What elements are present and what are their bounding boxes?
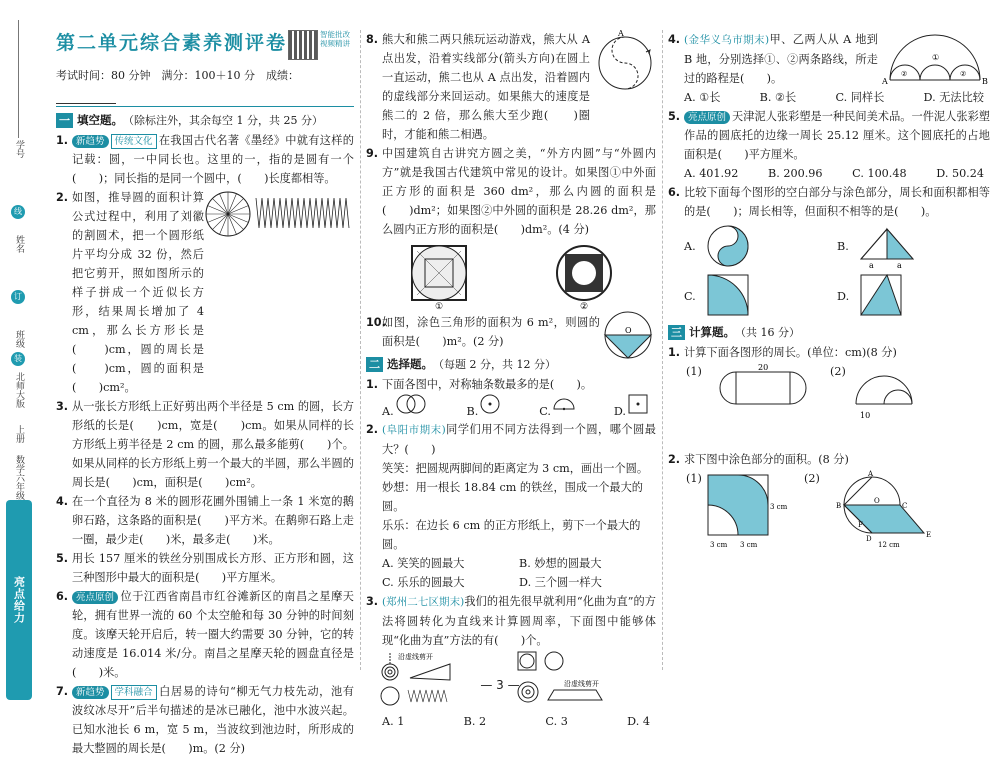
question-4: 4. 在一个直径为 8 米的圆形花圃外围铺上一条 1 米宽的鹅卵石路，这条路的面积是( )平方米。在鹅卵石路上走一圈，最少走( )米，最多走( )米。	[56, 495, 354, 546]
svg-text:a: a	[868, 261, 874, 270]
option-d[interactable]: D. 4	[627, 715, 650, 728]
section-choice: 二 选择题。 （每题 2 分，共 12 分）	[366, 355, 656, 374]
option-d[interactable]: D. 三个圆一样大	[519, 576, 602, 589]
cut-figure-2	[516, 650, 646, 710]
option-b[interactable]: B. a a	[837, 223, 990, 269]
choice-4: 4. (金华义乌市期末)甲、乙两人从 A 地到 B 地，分别选择①、②两条路线，所走过的路程是( )。 A B ① ② ②	[668, 30, 990, 88]
choice-3: 3. (郑州二七区期末)我们的祖先很早就利用“化曲为直”的方法将圆转化为直线来计算圆周率，下面图中能够体现“化曲为直”方法的有( )个。	[366, 595, 656, 647]
binding-line	[18, 20, 19, 138]
option-d[interactable]: D.	[837, 273, 990, 319]
side-dot: 线	[11, 205, 25, 219]
svg-text:20: 20	[758, 363, 769, 372]
qr-code-icon[interactable]	[288, 30, 318, 60]
page-number: — 3 —	[480, 678, 520, 692]
question-6: 6. 亮点原创 位于江西省南昌市红谷滩新区的南昌之星摩天轮，拥有世界一流的 60 个太空舱和每 30 分钟的时间刻度。该摩天轮开启后，转一圈大约需要 30 分钟，它的转动速度是 16.014 米/分。南昌之星摩天轮的圆盘直径是( )米。	[56, 590, 354, 679]
question-5: 5. 用长 157 厘米的铁丝分别围成长方形、正方形和圆，这三种图形中最大的面积是( )平方厘米。	[56, 552, 354, 584]
calc-2: 2. 求下图中涂色部分的面积。(8 分)	[668, 453, 849, 466]
side-label-id: 学号	[14, 140, 24, 158]
figure-9	[366, 241, 656, 311]
exam-meta: 考试时间：80 分钟 满分：100＋10 分 成绩：	[56, 66, 354, 107]
question-10: 10. 如图，涂色三角形的面积为 6 m²，则圆的面积是( )m²。(2 分) O	[366, 313, 656, 351]
route-figure	[880, 48, 990, 86]
question-1: 1. 新趋势 传统文化 在我国古代名著《墨经》中就有这样的记载：圆，一中同长也。这里的一，指的是圆有一个( )；同长指的是同一个圆中，( )长度都相等。	[56, 134, 354, 185]
svg-text:C: C	[902, 502, 908, 510]
binding-strip	[0, 0, 38, 718]
option-a[interactable]: A. 笑笑的圆最大	[382, 557, 465, 570]
svg-text:F: F	[858, 521, 863, 529]
option-c[interactable]: C.	[539, 393, 577, 421]
svg-text:A: A	[868, 470, 874, 478]
section-calculation: 三 计算题。 （共 16 分）	[668, 323, 990, 342]
svg-text:O: O	[874, 497, 880, 505]
option-a[interactable]: A. 401.92	[684, 167, 739, 180]
choice-3-options	[366, 712, 656, 731]
svg-text:②: ②	[579, 302, 588, 312]
option-b[interactable]: B.	[467, 393, 503, 421]
option-d[interactable]: D. 50.24	[936, 167, 984, 180]
svg-text:A: A	[882, 77, 888, 86]
square-arcs-figure	[704, 471, 794, 551]
svg-text:沿虚线剪开: 沿虚线剪开	[564, 680, 599, 688]
svg-text:沿虚线剪开: 沿虚线剪开	[398, 653, 433, 661]
question-9: 9. 中国建筑自古讲究方圆之美，“外方内圆”与“外圆内方”就是我国古代建筑中常见的设计。如果图①中外面正方形的面积是 360 dm²，那么内圆的面积是( )dm²；如果图②中外圆的面积是 28.26 dm²，那么圆内正方形的面积是( )dm²。(4 分)	[366, 147, 656, 236]
option-a[interactable]: A.	[382, 393, 430, 421]
circle-square-figure-2	[554, 243, 614, 312]
svg-text:D: D	[866, 535, 872, 543]
figure-label: (1)	[686, 472, 702, 485]
svg-text:B: B	[982, 77, 988, 86]
brand-logo: 亮点给力	[6, 500, 32, 700]
circle-trapezoid-figure	[828, 469, 978, 549]
square-circle-figure-1	[409, 243, 469, 312]
figure-label: (2)	[804, 472, 820, 485]
option-d[interactable]: D. 无法比较	[923, 91, 984, 104]
svg-text:3 cm: 3 cm	[770, 503, 788, 511]
calc-2-figures	[668, 469, 990, 549]
column-3	[668, 30, 990, 549]
question-8: 8. 熊大和熊二两只熊玩运动游戏，熊大从 A 点出发，沿着实线部分(箭头方向)在圆上一直运动，熊二也从 A 点出发，沿着圆内的虚线部分来回运动。如果熊大的速度是熊二的 2 倍，那么熊大至少跑( )圈时，才能和熊二相遇。 A	[366, 30, 656, 144]
column-2	[366, 30, 656, 731]
option-b[interactable]: B. 妙想的圆最大	[519, 557, 602, 570]
figure-label: (2)	[830, 365, 846, 378]
option-a[interactable]: A.	[684, 223, 837, 269]
choice-6: 6. 比较下面每个图形的空白部分与涂色部分，周长和面积都相等的是( )；周长相等，但面积不相等的是( )。	[668, 186, 990, 218]
stadium-figure	[708, 363, 818, 410]
side-label-class: 班级	[14, 330, 24, 348]
choice-2-options	[366, 554, 656, 592]
circle-to-rectangle-figure	[204, 190, 354, 238]
option-c[interactable]: C. 100.48	[852, 167, 907, 180]
side-label-name: 姓名	[14, 235, 24, 253]
svg-text:a: a	[896, 261, 902, 270]
choice-1-options	[366, 394, 656, 420]
choice-6-options	[668, 223, 990, 319]
page-title: 第二单元综合素养测评卷	[56, 32, 288, 54]
semicircle-figure	[848, 364, 928, 424]
calc-1-figures	[668, 362, 990, 442]
choice-5: 5. 亮点原创 天津泥人张彩塑是一种民间美术品。一件泥人张彩塑作品的圆底托的边缘一周长 25.12 厘米。这个圆底托的占地面积是( )平方厘米。	[668, 110, 990, 161]
option-a[interactable]: A. ①长	[684, 91, 721, 104]
side-label-grade: 数学六年级	[14, 455, 24, 500]
side-dot: 装	[11, 352, 25, 366]
option-d[interactable]: D.	[614, 393, 650, 421]
question-7: 7. 新趋势 学科融合 白居易的诗句“柳无气力枝先动，池有波纹冰尽开”后半句描述的是冰已融化，池中水波兴起。已知水池长 6 m，宽 5 m，当波纹到池边时，所形成的最大整圆的周长是( )m。(2 分)	[56, 685, 354, 755]
option-b[interactable]: B. 2	[463, 715, 487, 728]
svg-text:12 cm: 12 cm	[878, 541, 900, 549]
svg-text:B: B	[836, 502, 842, 510]
svg-text:3 cm: 3 cm	[740, 541, 758, 549]
column-1	[56, 30, 354, 758]
option-c[interactable]: C.	[684, 273, 837, 319]
column-divider	[662, 30, 663, 670]
choice-2: 2. (阜阳市期末)同学们用不同方法得到一个圆，哪个圆最大？( )	[366, 423, 656, 456]
option-b[interactable]: B. 200.96	[768, 167, 823, 180]
choice-4-options	[668, 88, 990, 107]
svg-text:O: O	[625, 326, 632, 335]
side-label-volume: 上册	[14, 425, 24, 443]
svg-text:E: E	[926, 531, 932, 539]
figure-label: (1)	[686, 365, 702, 378]
question-3: 3. 从一张长方形纸上正好剪出两个半径是 5 cm 的圆，长方形纸的长是( )cm，宽是( )cm。如果从同样的长方形纸上剪半径是 2 cm 的圆，那么最多能剪( )个。如果从同样的长方形纸上剪一个最大的半圆，那么半圆的周长是( )cm，面积是( )cm²。	[56, 400, 354, 489]
svg-text:A: A	[618, 29, 624, 38]
svg-text:3 cm: 3 cm	[710, 541, 728, 549]
qr-note: 智能批改 视频精讲	[320, 30, 350, 48]
choice-1: 1. 下面各图中，对称轴条数最多的是( )。	[366, 378, 593, 391]
svg-text:①: ①	[434, 302, 443, 312]
option-c[interactable]: C. 同样长	[835, 91, 885, 104]
option-a[interactable]: A. 1	[382, 715, 405, 728]
svg-text:②: ②	[960, 70, 967, 78]
calc-1: 1. 计算下面各图形的周长。(单位：cm)(8 分)	[668, 346, 897, 359]
choice-2-statements: 笑笑：把圆规两脚间的距离定为 3 cm，画出一个圆。 妙想：用一根长 18.84 cm 的铁丝，围成一个最大的圆。 乐乐：在边长 6 cm 的正方形纸上，剪下一个最大的圆。	[382, 462, 649, 551]
circle-triangle-figure	[602, 309, 654, 359]
side-label-edition: 北师大版	[14, 372, 24, 408]
question-2: 2. 如图，推导圆的面积计算公式过程中，利用了刘徽的割圆术，把一个圆形纸片平均分成 32 份，然后把它剪开，照如图所示的样子拼成一个近似长方形，结果周长增加了 4 cm，那么长方形长是( )cm，圆的周长是( )cm，圆的面积是( )cm²。	[56, 188, 354, 397]
svg-text:②: ②	[901, 70, 908, 78]
section-fill-blank: 一 填空题。 （除标注外，其余每空 1 分，共 25 分）	[56, 111, 354, 130]
circle-path-figure	[594, 29, 656, 94]
score-blank[interactable]	[56, 92, 116, 104]
side-dot: 订	[11, 290, 25, 304]
option-c[interactable]: C. 3	[545, 715, 568, 728]
choice-5-options	[668, 164, 990, 183]
option-c[interactable]: C. 乐乐的圆最大	[382, 576, 465, 589]
column-divider	[360, 30, 361, 670]
option-b[interactable]: B. ②长	[759, 91, 797, 104]
svg-text:①: ①	[932, 53, 940, 62]
svg-text:10: 10	[860, 411, 871, 420]
